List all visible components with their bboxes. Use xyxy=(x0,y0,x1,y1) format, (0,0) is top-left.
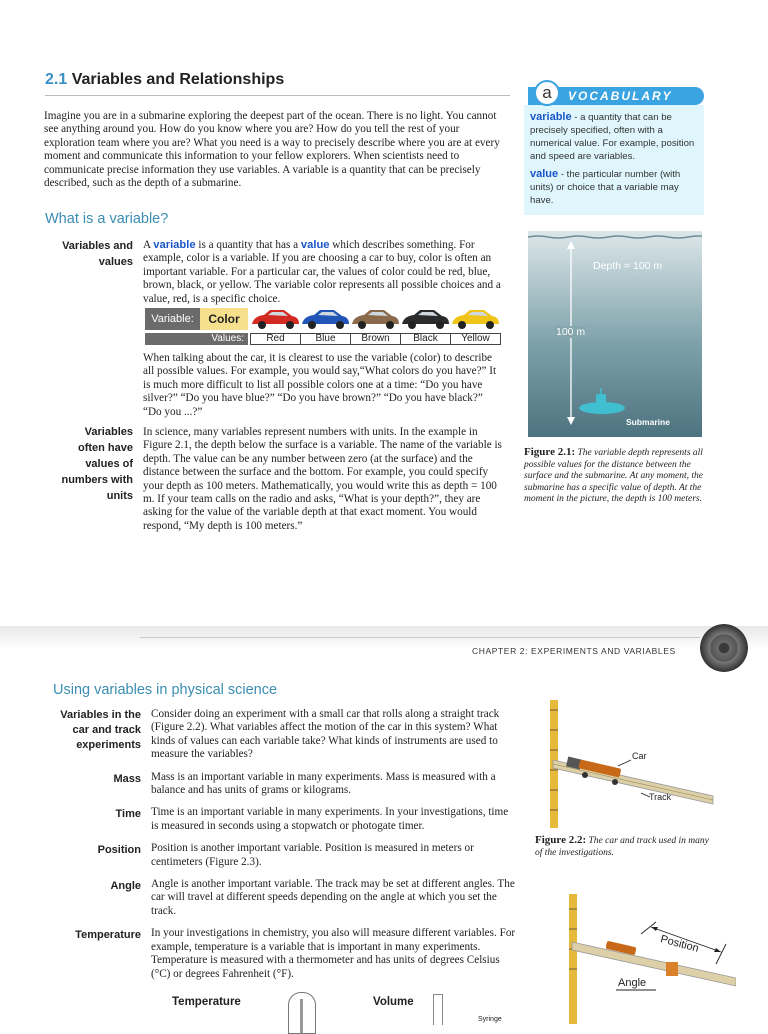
variable-row xyxy=(55,842,517,869)
row-label: Mass xyxy=(113,772,141,785)
variable-name-cell: Color xyxy=(200,308,248,330)
car-icon xyxy=(302,310,349,329)
temperature-label: Temperature xyxy=(172,996,241,1008)
vocab-term-variable: variable xyxy=(530,111,572,123)
row-label: Variables in the car and track experiments xyxy=(60,709,141,751)
figure-2-1-caption xyxy=(524,447,704,506)
car-images xyxy=(250,306,502,332)
car-label: Car xyxy=(632,751,647,761)
figure-2-2-text: The car and track used in many of the investigations. xyxy=(535,836,709,858)
section-title-text: Variables and Relationships xyxy=(71,71,285,88)
row-text: Angle is another important variable. The track may be set at different angles. The car will travel at different speeds depending on the angle at which you set the track. xyxy=(151,878,515,917)
variable-row xyxy=(55,771,517,798)
thermometer-drawing xyxy=(288,992,316,1034)
track-label: Track xyxy=(649,792,672,802)
paragraph-variable-definition xyxy=(143,239,503,306)
car-icon xyxy=(452,310,499,329)
value-cell: Yellow xyxy=(461,333,490,344)
row-text: Mass is an important variable in many experiments. Mass is measured with a balance and has units of grams or kilograms. xyxy=(151,770,496,797)
submarine-icon xyxy=(579,388,625,414)
paragraph-numbers-with-units: In science, many variables represent numbers with units. In the example in Figure 2.1, the depth below the surface is a variable. The name of the variable is depth. The value can be any number between zero (at the surface) and the distance between the surface and the bottom. For example, you could specify your depth as 100 meters. Mathematically, you would write this as depth = 100 m. If your team calls on the radio and asks, “What is your depth?”, they are asking for the value of the variable depth at that exact moment. You would respond, “My depth is 100 meters.” xyxy=(143,426,502,532)
variable-row xyxy=(55,927,517,981)
variable-row xyxy=(55,878,517,918)
row-label: Temperature xyxy=(75,929,141,942)
label-variables-and-values: Variables and values xyxy=(62,240,133,268)
variable-row xyxy=(55,708,517,762)
value-cell: Red xyxy=(251,334,301,344)
values-row xyxy=(250,333,501,345)
vocabulary-title: VOCABULARY xyxy=(568,89,673,103)
term-value: value xyxy=(300,239,330,251)
vocab-entry-variable xyxy=(530,111,698,163)
intro-paragraph: Imagine you are in a submarine exploring the deepest part of the ocean. There is no light. You cannot see anything around you. How do you know where you are? How do you tell the rest of your exploration team where you are? What you need is a way to precisely describe where you are at every moment and communicate this information to your fellow explorers. When scientists need to communicate precise information they use variables. A variable is a quantity that can be precisely described, such as the depth of a submarine. xyxy=(44,110,500,190)
row-text: Consider doing an experiment with a small car that rolls along a straight track (Figure 2.2). What variables affect the motion of the car in this system? What kinds of values can each variable take? What kinds of instruments are used to measure the variables? xyxy=(151,708,500,761)
row-label: Angle xyxy=(110,880,141,893)
row-text: Time is an important variable in many experiments. In your investigations, time is measured in seconds using a stopwatch or photogate timer. xyxy=(151,806,509,832)
car-icon xyxy=(402,310,449,329)
figure-2-2-caption xyxy=(535,835,715,859)
cylinder-drawing xyxy=(433,994,443,1025)
vocab-def-variable: - a quantity that can be precisely specified, often with a numerical value. For example, position and speed are variables. xyxy=(530,112,695,162)
heading-what-is-variable: What is a variable? xyxy=(45,211,169,227)
row-text: In your investigations in chemistry, you also will measure different variables. For example, temperature is a variable that is important in many experiments. Temperature is measured with a thermometer and has units of degrees Celsius (°C) or degrees Fahrenheit (°F). xyxy=(151,927,516,980)
title-rule xyxy=(45,95,510,96)
chapter-header-text: CHAPTER 2: EXPERIMENTS AND VARIABLES xyxy=(472,646,676,656)
variable-row xyxy=(55,806,517,833)
vocab-entry-value xyxy=(530,168,698,207)
color-variable-table xyxy=(145,308,502,346)
car-icon xyxy=(252,310,299,329)
row-label: Time xyxy=(115,808,141,821)
syringe-label: Syringe xyxy=(478,1016,502,1023)
label-numbers-with-units: Variables often have values of numbers with units xyxy=(61,426,133,502)
variable-label-cell: Variable: xyxy=(145,308,200,330)
variables-list xyxy=(55,708,517,990)
ammonite-icon xyxy=(700,624,748,672)
car-icon xyxy=(352,310,399,329)
value-cell: Brown xyxy=(351,334,401,344)
figure-2-2-number: Figure 2.2: xyxy=(535,834,587,846)
row-text: Position is another important variable. Position is measured in meters or centimeters (Figure 2.3). xyxy=(151,842,474,868)
p1-b: is a quantity that has a xyxy=(198,239,299,251)
row-label: Position xyxy=(97,844,141,857)
value-cell: Black xyxy=(401,334,451,344)
vocab-term-value: value xyxy=(530,168,559,180)
figure-2-1-number: Figure 2.1: xyxy=(524,446,576,458)
vocabulary-icon: a xyxy=(534,80,560,106)
figure-2-1-text: The variable depth represents all possible values for the distance between the surface and the submarine. At any moment, the submarine has a specific value of depth. At the moment in the picture, the depth is 100 meters. xyxy=(524,448,703,504)
toy-car-icon xyxy=(578,759,621,785)
car-track-drawing xyxy=(533,700,718,828)
ocean-figure xyxy=(528,231,702,437)
value-cell: Blue xyxy=(301,334,351,344)
chapter-header-rule xyxy=(140,637,700,638)
submarine-label: Submarine xyxy=(626,417,670,427)
car-track-figure xyxy=(533,700,718,828)
section-number: 2.1 xyxy=(45,71,68,88)
values-label-cell: Values: xyxy=(145,333,248,345)
position-angle-drawing xyxy=(556,894,736,1024)
section-title xyxy=(45,71,284,89)
p1-c: which describes something. For example, color is a variable. If you are choosing a car to buy, color is often an important variable. For a particular car, the values of color could be red, blue, brown, black, or yellow. The variable color represents all possible choices and a value, red, is a specific choice. xyxy=(143,239,501,305)
page-gap xyxy=(0,600,768,626)
distance-label: 100 m xyxy=(556,326,586,338)
depth-label: Depth = 100 m xyxy=(593,260,663,272)
term-variable: variable xyxy=(153,239,196,251)
paragraph-talking-about-car: When talking about the car, it is clearest to use the variable (color) to describe all possible values. For example, you would say,“What colors do you have?” It is much more difficult to list all possible colors one at a time: “Do you have silver?” “Do you have blue?” “Do you have brown?” “Do you have black?” “Do you ...?” xyxy=(143,352,497,418)
vocab-def-value: - the particular number (with units) or choice that a variable may have. xyxy=(530,169,681,206)
angle-label: Angle xyxy=(618,977,647,989)
position-label: Position xyxy=(659,933,701,955)
volume-label: Volume xyxy=(373,996,414,1008)
position-angle-figure xyxy=(556,894,736,1024)
p1-a: A xyxy=(143,239,151,251)
heading-physical-science: Using variables in physical science xyxy=(53,682,278,698)
